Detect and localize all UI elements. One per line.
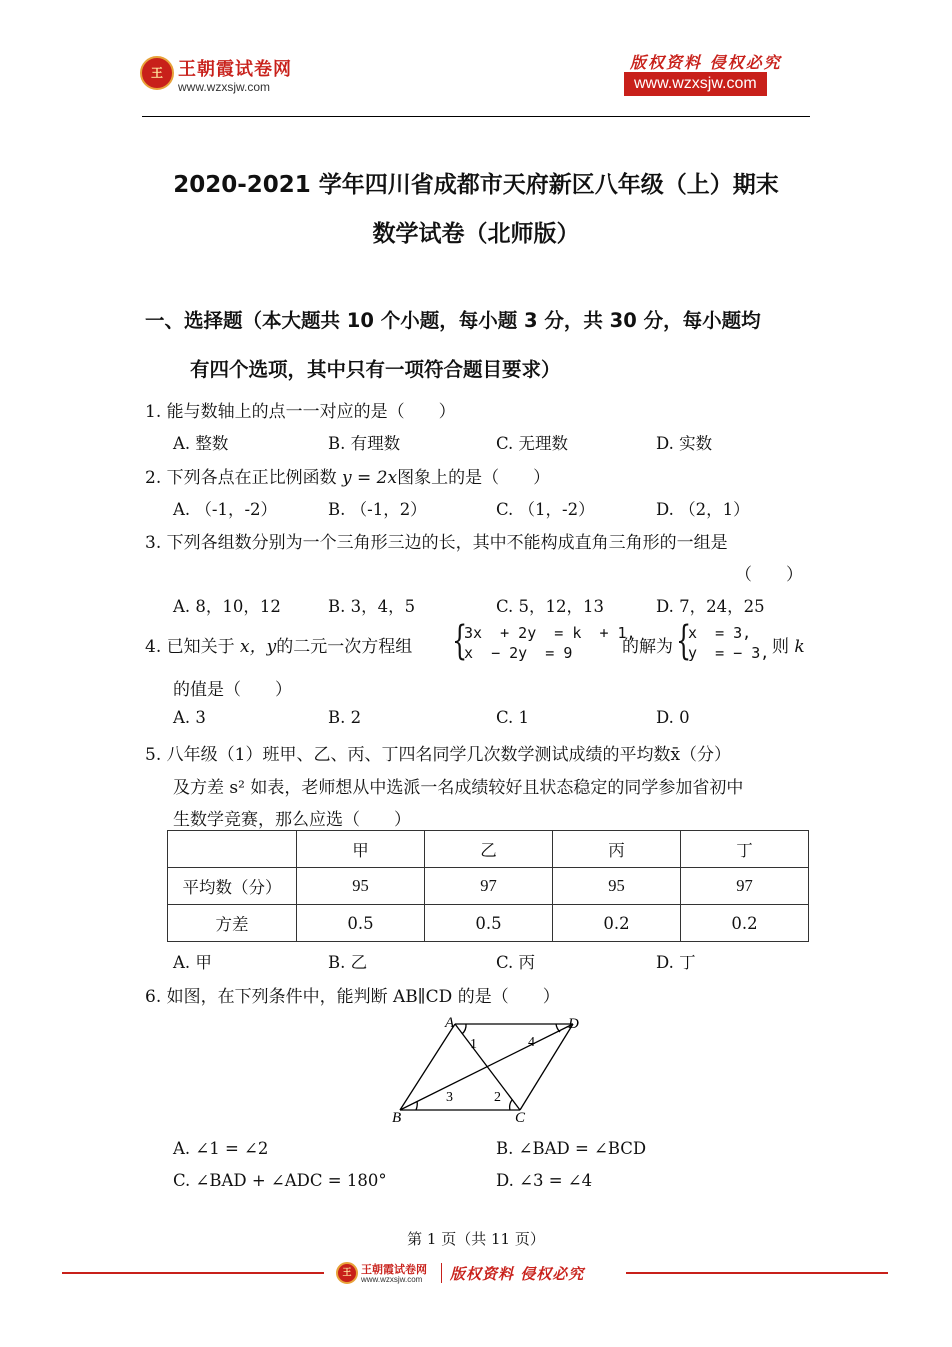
q4-option-a[interactable]: A. 3 [173, 708, 206, 727]
brand-logo: 王 [140, 56, 174, 90]
q5-option-a[interactable]: A. 甲 [173, 953, 212, 972]
brand-url[interactable]: www.wzxsjw.com [178, 80, 271, 94]
q4-text-d [772, 632, 805, 657]
q6-option-d[interactable]: D. ∠3 = ∠4 [496, 1171, 593, 1190]
table-cell: 0.2 [681, 905, 809, 942]
q1-option-b[interactable]: B. 有理数 [328, 434, 401, 453]
q2-stem-a: 2. 下列各点在正比例函数 [145, 468, 343, 488]
table-header-bing: 丙 [553, 831, 681, 868]
footer-url[interactable]: www.wzxsjw.com [361, 1275, 423, 1284]
q2-option-c[interactable]: C. （1，-2） [496, 500, 595, 519]
q1-option-d[interactable]: D. 实数 [656, 434, 713, 453]
angle-mark-2 [510, 1100, 512, 1110]
footer-separator [441, 1263, 442, 1283]
table-cell [168, 831, 297, 868]
table-cell: 平均数（分） [168, 868, 297, 905]
q3-option-a[interactable]: A. 8，10，12 [173, 597, 281, 616]
q4-option-d[interactable]: D. 0 [656, 708, 690, 727]
label-c: C [515, 1110, 526, 1126]
table-cell: 0.2 [553, 905, 681, 942]
question-3-paren: （ ） [735, 565, 803, 585]
q4-vars: x，y [240, 637, 277, 657]
table-cell: 95 [297, 868, 425, 905]
label-d: D [568, 1016, 579, 1032]
angle-label-4: 4 [528, 1035, 535, 1050]
footer-rule-left [62, 1272, 324, 1274]
q6-option-a[interactable]: A. ∠1 = ∠2 [173, 1139, 269, 1158]
q4-system-brace: { [452, 618, 468, 664]
q3-option-b[interactable]: B. 3，4，5 [328, 597, 416, 616]
q4-solution-1: x = 3, [688, 624, 752, 642]
table-header-row [168, 831, 809, 868]
q2-option-d[interactable]: D. （2，1） [656, 500, 750, 519]
q4-equation-1: 3x + 2y = k + 1, [464, 624, 636, 642]
table-cell: 97 [681, 868, 809, 905]
table-row [168, 905, 809, 942]
page-number: 第 1 页（共 11 页） [407, 1230, 545, 1248]
section-heading-line1: 一、选择题（本大题共 10 个小题，每小题 3 分，共 30 分，每小题均 [145, 309, 761, 332]
footer-logo-icon: 王 [336, 1262, 358, 1284]
q2-stem-b: 图象上的是（ ） [397, 468, 551, 488]
angle-label-3: 3 [446, 1090, 453, 1105]
site-url-badge[interactable]: www.wzxsjw.com [624, 72, 767, 96]
q6-option-b[interactable]: B. ∠BAD = ∠BCD [496, 1139, 647, 1158]
q5-option-b[interactable]: B. 乙 [328, 953, 368, 972]
q4-text-e: 的值是（ ） [173, 680, 292, 700]
table-header-ding: 丁 [681, 831, 809, 868]
q4-option-c[interactable]: C. 1 [496, 708, 530, 727]
q4-text-b: 的二元一次方程组 [276, 637, 413, 657]
q2-function: y = 2x [342, 468, 398, 488]
q4-solution-2: y = − 3, [688, 644, 770, 662]
question-5-line3: 生数学竞赛，那么应选（ ） [173, 810, 411, 830]
parallelogram-figure [380, 1012, 600, 1127]
footer-brand: 王朝霞试卷网 [361, 1263, 427, 1276]
section-heading-line2: 有四个选项，其中只有一项符合题目要求） [190, 358, 561, 381]
question-4-stem-a [145, 632, 412, 657]
q4-text-c: 的解为 [622, 637, 673, 657]
footer-rights: 版权资料 侵权必究 [450, 1265, 585, 1283]
question-6-stem: 6. 如图，在下列条件中，能判断 AB∥CD 的是（ ） [145, 987, 560, 1007]
question-1-stem: 1. 能与数轴上的点一一对应的是（ ） [145, 402, 456, 422]
q2-option-b[interactable]: B. （-1，2） [328, 500, 427, 519]
table-cell: 0.5 [425, 905, 553, 942]
q1-option-c[interactable]: C. 无理数 [496, 434, 569, 453]
table-cell: 方差 [168, 905, 297, 942]
q4-option-b[interactable]: B. 2 [328, 708, 362, 727]
question-5-line2: 及方差 s² 如表，老师想从中选派一名成绩较好且状态稳定的同学参加省初中 [173, 778, 744, 798]
table-header-jia: 甲 [297, 831, 425, 868]
table-cell: 0.5 [297, 905, 425, 942]
q4-equation-2: x − 2y = 9 [464, 644, 573, 662]
q4-then: 则 [772, 637, 795, 657]
q5-option-c[interactable]: C. 丙 [496, 953, 536, 972]
angle-mark-1 [462, 1024, 466, 1034]
question-3-stem: 3. 下列各组数分别为一个三角形三边的长，其中不能构成直角三角形的一组是 [145, 533, 728, 553]
q4-text-a: 4. 已知关于 [145, 637, 241, 657]
label-b: B [392, 1110, 402, 1126]
question-2-stem [145, 463, 550, 488]
score-table [167, 830, 809, 942]
table-header-yi: 乙 [425, 831, 553, 868]
angle-label-2: 2 [494, 1090, 501, 1105]
angle-label-1: 1 [470, 1037, 477, 1052]
q3-option-c[interactable]: C. 5，12，13 [496, 597, 605, 616]
q4-k: k [794, 637, 805, 657]
brand-name: 王朝霞试卷网 [178, 59, 292, 80]
q1-option-a[interactable]: A. 整数 [173, 434, 229, 453]
exam-title-line1: 2020-2021 学年四川省成都市天府新区八年级（上）期末 [173, 172, 779, 198]
label-a: A [445, 1015, 455, 1031]
q4-solution-brace: { [676, 618, 692, 664]
q6-option-c[interactable]: C. ∠BAD + ∠ADC = 180° [173, 1171, 387, 1190]
q2-option-a[interactable]: A. （-1，-2） [173, 500, 278, 519]
copyright-notice: 版权资料 侵权必究 [630, 53, 782, 72]
question-5-line1: 5. 八年级（1）班甲、乙、丙、丁四名同学几次数学测试成绩的平均数x̄（分） [145, 745, 732, 765]
exam-title-line2: 数学试卷（北师版） [372, 221, 580, 247]
table-row [168, 868, 809, 905]
q3-option-d[interactable]: D. 7，24，25 [656, 597, 765, 616]
q5-option-d[interactable]: D. 丁 [656, 953, 696, 972]
table-cell: 95 [553, 868, 681, 905]
header-divider [142, 116, 810, 117]
footer-rule-right [626, 1272, 888, 1274]
table-cell: 97 [425, 868, 553, 905]
